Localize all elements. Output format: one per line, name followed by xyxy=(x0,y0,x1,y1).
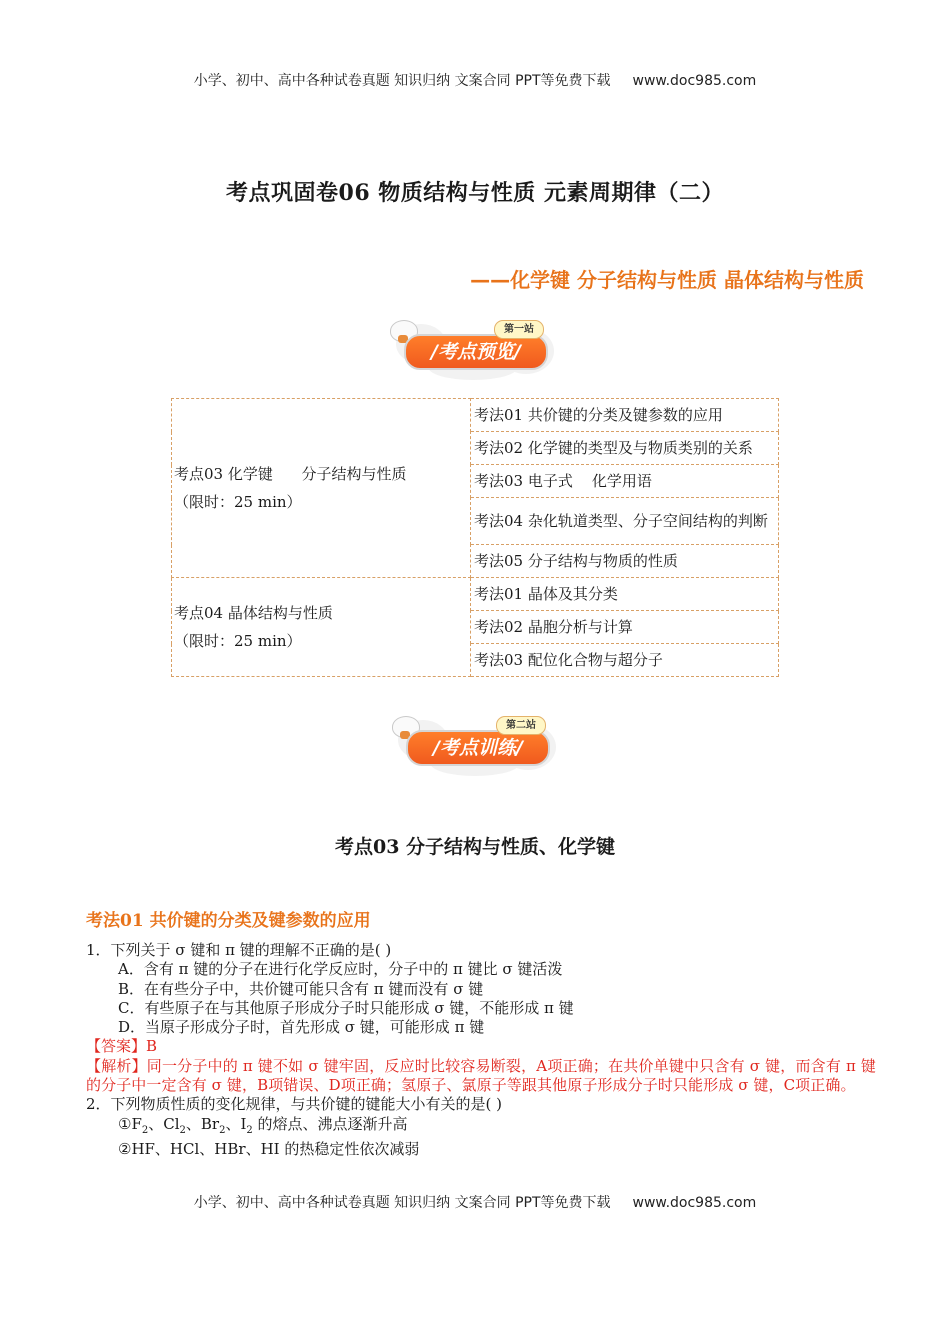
group-limit: （限时：25 min） xyxy=(174,493,302,511)
method-cell: 考法02 晶胞分析与计算 xyxy=(471,611,779,644)
badge-tag: 第一站 xyxy=(494,320,544,339)
section-badge-preview xyxy=(388,316,558,380)
question-body xyxy=(86,941,876,1159)
method-cell: 考法03 电子式 化学用语 xyxy=(471,465,779,498)
method-cell: 考法05 分子结构与物质的性质 xyxy=(471,545,779,578)
method-cell: 考法03 配位化合物与超分子 xyxy=(471,644,779,677)
option-b: B．在有些分子中，共价键可能只含有 π 键而没有 σ 键 xyxy=(118,979,484,998)
option-d: D．当原子形成分子时，首先形成 σ 键，可能形成 π 键 xyxy=(118,1018,485,1037)
footer-site-link[interactable]: www.doc985.com xyxy=(632,1195,757,1211)
badge-label: /考点训练/ xyxy=(406,730,550,766)
answer: 【答案】B xyxy=(86,1037,158,1056)
option-c: C．有些原子在与其他原子形成分子时只能形成 σ 键，不能形成 π 键 xyxy=(118,998,574,1017)
section-badge-training xyxy=(390,712,560,776)
question-1-stem: 1．下列关于 σ 键和 π 键的理解不正确的是( ) xyxy=(86,941,392,959)
header-text: 小学、初中、高中各种试卷真题 知识归纳 文案合同 PPT等免费下载 xyxy=(193,73,611,89)
option-a: A．含有 π 键的分子在进行化学反应时，分子中的 π 键比 σ 键活泼 xyxy=(118,960,563,979)
document-title: 考点巩固卷06 物质结构与性质 元素周期律（二） xyxy=(226,180,724,206)
statement-1: $①F_2$、$Cl_2$、$Br_2$、$I_2$ 的熔点、沸点逐渐升高 xyxy=(118,1114,408,1136)
group-name: 考点03 化学键 分子结构与性质 xyxy=(174,465,407,483)
badge-label: /考点预览/ xyxy=(404,334,548,370)
statement-2: ②HF、HCl、HBr、HI 的热稳定性依次减弱 xyxy=(118,1139,420,1158)
analysis: 【解析】同一分子中的 π 键不如 σ 键牢固，反应时比较容易断裂，A项正确；在共价单键中只含有 σ 键，而含有 π 键的分子中一定含有 σ 键，B项错误、D项正确；氢原子、氯原子等跟其他原子形成分子时只能形成 σ 键，C项正确。 xyxy=(86,1056,876,1095)
group-limit: （限时：25 min） xyxy=(174,632,302,650)
question-2-stem: 2．下列物质性质的变化规律，与共价键的键能大小有关的是( ) xyxy=(86,1095,503,1114)
group-cell xyxy=(172,578,471,677)
method-cell: 考法01 晶体及其分类 xyxy=(471,578,779,611)
page-header xyxy=(0,70,950,90)
section-title: 考点03 分子结构与性质、化学键 xyxy=(334,836,616,858)
method-cell: 考法02 化学键的类型及与物质类别的关系 xyxy=(471,432,779,465)
method-cell: 考法04 杂化轨道类型、分子空间结构的判断 xyxy=(471,498,779,545)
overview-table xyxy=(171,398,779,677)
document-subtitle: ——化学键 分子结构与性质 晶体结构与性质 xyxy=(470,268,864,292)
footer-text: 小学、初中、高中各种试卷真题 知识归纳 文案合同 PPT等免费下载 xyxy=(193,1195,611,1211)
header-site-link[interactable]: www.doc985.com xyxy=(632,73,757,89)
method-title: 考法01 共价键的分类及键参数的应用 xyxy=(86,911,371,931)
group-cell xyxy=(172,399,471,578)
page-footer xyxy=(0,1192,950,1212)
badge-tag: 第二站 xyxy=(496,716,546,735)
method-cell: 考法01 共价键的分类及键参数的应用 xyxy=(471,399,779,432)
group-name: 考点04 晶体结构与性质 xyxy=(174,604,333,622)
